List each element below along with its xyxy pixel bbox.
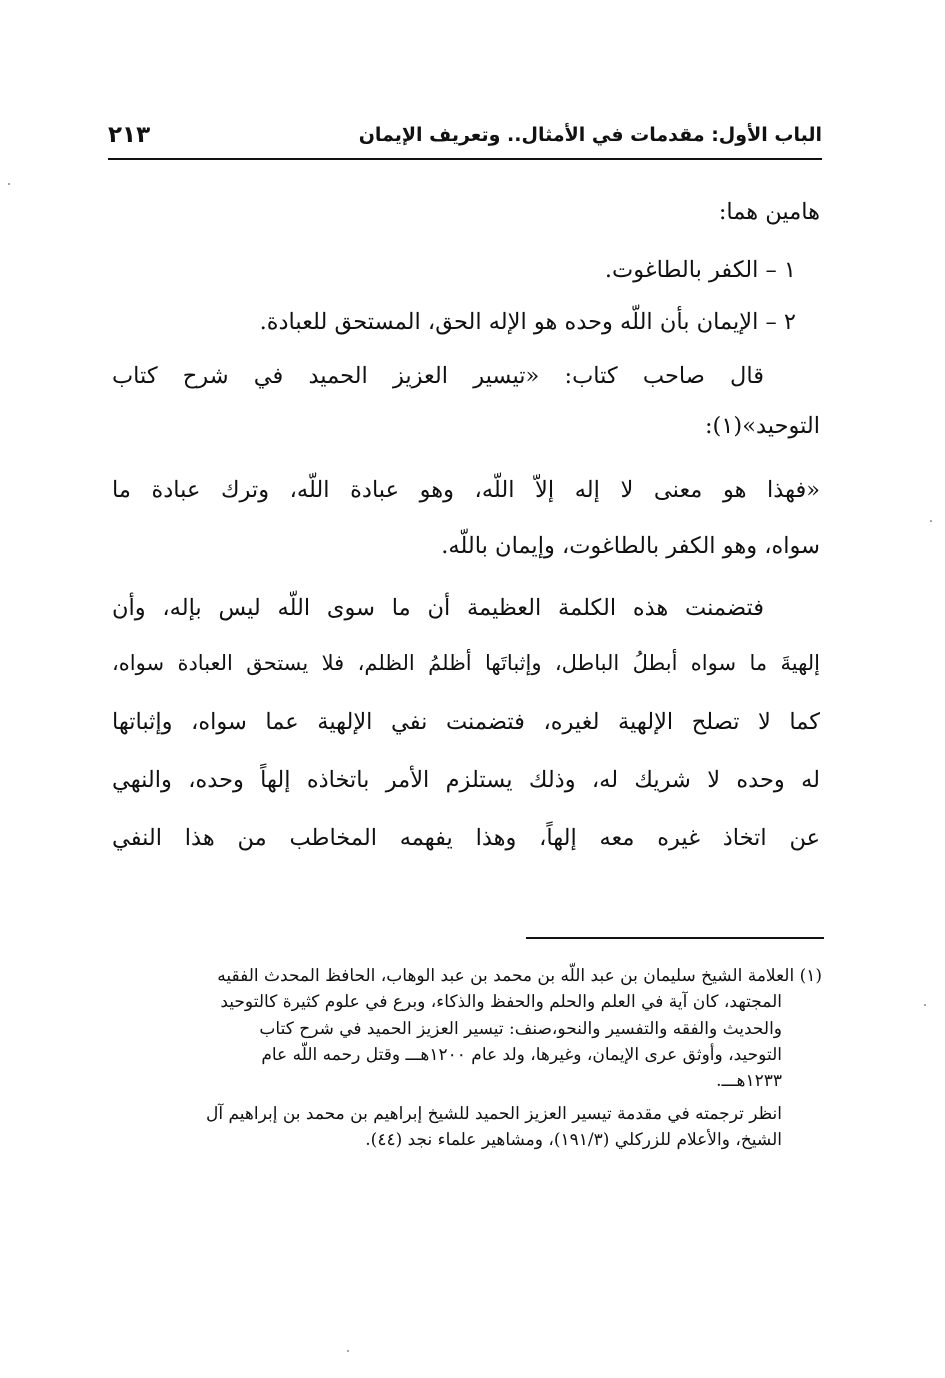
- footnote-line: التوحيد، وأوثق عرى الإيمان، وغيرها، ولد عام ١٢٠٠هـــ وقتل رحمه اللّه عام: [261, 1045, 782, 1066]
- text-line: عن اتخاذ غيره معه إلهاً، وهذا يفهمه المخاطب من هذا النفي: [112, 825, 820, 851]
- running-header: [108, 122, 822, 158]
- footnote-line: انظر ترجمته في مقدمة تيسير العزيز الحميد للشيخ إبراهيم بن محمد بن إبراهيم آل: [205, 1103, 782, 1124]
- chapter-title: الباب الأول: مقدمات في الأمثال.. وتعريف الإيمان: [358, 124, 822, 146]
- text-line: التوحيد»(١):: [704, 413, 820, 439]
- scan-speck: [930, 520, 932, 522]
- scan-speck: [347, 1350, 349, 1352]
- footnote-rule: [526, 937, 824, 939]
- text-line: فتضمنت هذه الكلمة العظيمة أن ما سوى اللّه ليس بإله، وأن: [112, 595, 764, 621]
- quote-line: «فهذا هو معنى لا إله إلاّ اللّه، وهو عبادة اللّه، وترك عبادة ما: [112, 477, 820, 503]
- footnote-line: (١) العلامة الشيخ سليمان بن عبد اللّه بن محمد بن عبد الوهاب، الحافظ المحدث الفقيه: [217, 966, 822, 986]
- list-item-1: ١ – الكفر بالطاغوت.: [604, 257, 796, 283]
- main-text: [112, 196, 820, 880]
- text-line: هامين هما:: [718, 199, 820, 225]
- page-number: ٢١٣: [108, 122, 151, 148]
- header-rule: [108, 158, 822, 160]
- footnote-line: المجتهد، كان آية في العلم والحلم والحفظ والذكاء، وبرع في علوم كثيرة كالتوحيد: [220, 992, 782, 1013]
- text-line: له وحده لا شريك له، وذلك يستلزم الأمر باتخاذه إلهاً وحده، والنهي: [112, 767, 820, 793]
- footnote-line: ١٢٣٣هـــ.: [716, 1071, 782, 1092]
- text-line: إلهيةَ ما سواه أبطلُ الباطل، وإثباتَها أظلمُ الظلم، فلا يستحق العبادة سواه،: [112, 651, 820, 675]
- scan-speck: [924, 1004, 926, 1006]
- footnotes: [112, 963, 822, 1153]
- scan-speck: [8, 183, 10, 185]
- footnote-line: والحديث والفقه والتفسير والنحو،صنف: تيسير العزيز الحميد في شرح كتاب: [259, 1018, 782, 1039]
- text-line: كما لا تصلح الإلهية لغيره، فتضمنت نفي الإلهية عما سواه، وإثباتها: [112, 709, 820, 735]
- list-item-2: ٢ – الإيمان بأن اللّه وحده هو الإله الحق، المستحق للعبادة.: [259, 309, 796, 335]
- quote-line: سواه، وهو الكفر بالطاغوت، وإيمان باللّه.: [441, 533, 820, 559]
- footnote-line: الشيخ، والأعلام للزركلي (١٩١/٣)، ومشاهير علماء نجد (٤٤).: [365, 1130, 782, 1151]
- text-line: قال صاحب كتاب: «تيسير العزيز الحميد في شرح كتاب: [112, 363, 764, 389]
